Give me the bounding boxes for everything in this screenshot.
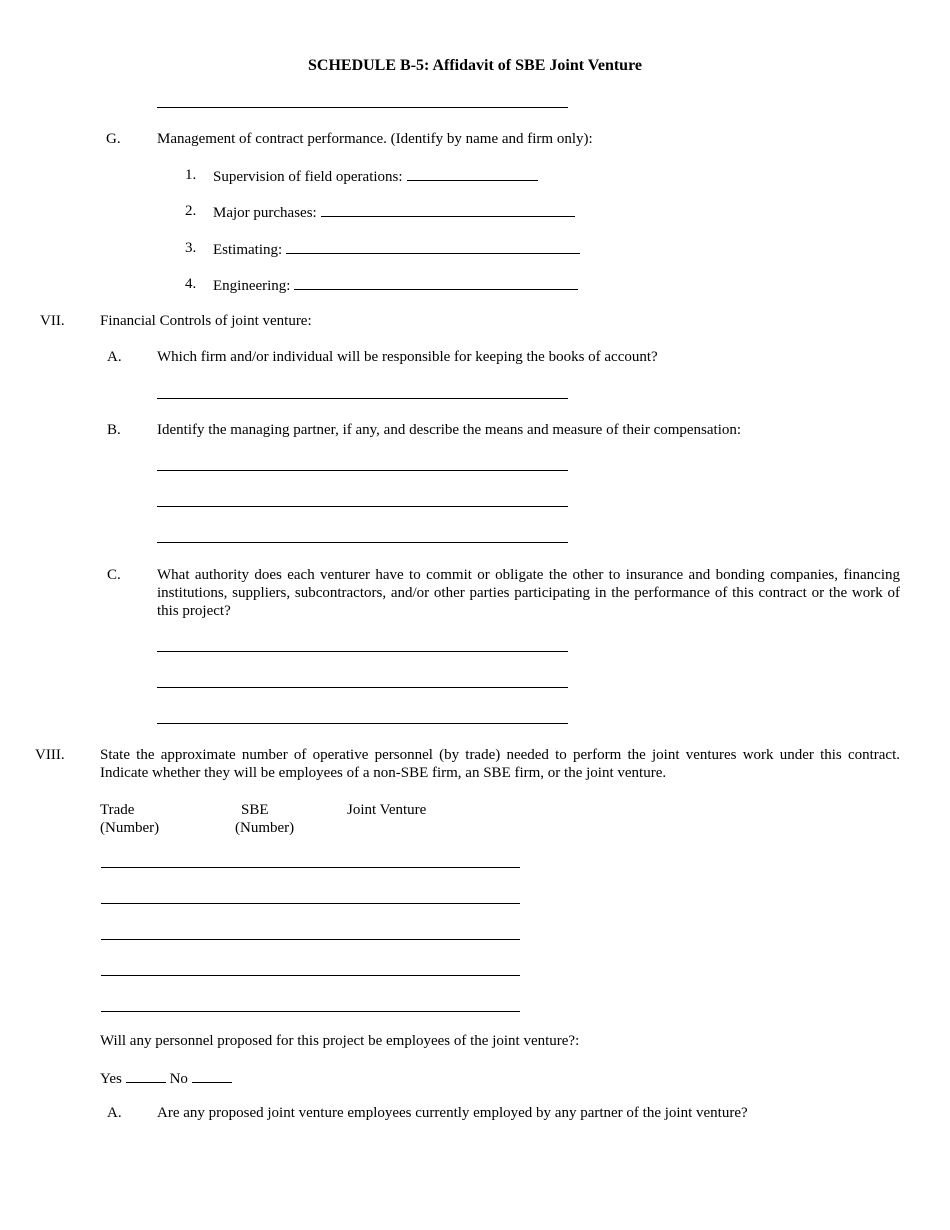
answer-line-compensation-2[interactable]: [157, 506, 568, 507]
estimating-field[interactable]: [286, 239, 580, 254]
item-estimating-label: Estimating:: [213, 242, 283, 258]
item-supervision-num: 1.: [185, 167, 197, 183]
section-vii-a-letter: A.: [107, 349, 122, 365]
section-vii-b-letter: B.: [107, 422, 121, 438]
section-vii-c-letter: C.: [107, 567, 121, 583]
page-title: SCHEDULE B-5: Affidavit of SBE Joint Venture: [308, 57, 642, 74]
no-label: No: [169, 1071, 188, 1087]
section-vii-b-text: Identify the managing partner, if any, and describe the means and measure of their compensation:: [157, 422, 742, 438]
answer-line-authority-3[interactable]: [157, 723, 568, 724]
section-vii-heading: Financial Controls of joint venture:: [100, 313, 312, 329]
header-sbe: SBE: [241, 802, 269, 818]
personnel-line-1[interactable]: [101, 867, 520, 868]
section-viii-text: State the approximate number of operative personnel (by trade) needed to perform the joint ventures work under this contract. Indicate whether they will be employees of a non-SBE firm, an SBE firm, or the joint venture.: [100, 747, 900, 781]
item-engineering-label: Engineering:: [213, 278, 291, 294]
item-purchases-label: Major purchases:: [213, 205, 317, 221]
answer-line-compensation-3[interactable]: [157, 542, 568, 543]
item-engineering-num: 4.: [185, 276, 197, 292]
answer-line-top[interactable]: [157, 107, 568, 108]
engineering-field[interactable]: [294, 275, 578, 290]
section-vii-c-text: What authority does each venturer have to commit or obligate the other to insurance and bonding companies, financing institutions, suppliers, subcontractors, and/or other parties participating in the performance of this contract or the work of this project?: [157, 567, 900, 619]
personnel-line-4[interactable]: [101, 975, 520, 976]
item-estimating-num: 3.: [185, 240, 197, 256]
purchases-field[interactable]: [321, 202, 575, 217]
header-sbe-sub: (Number): [235, 820, 295, 836]
yes-no-row: [100, 1068, 232, 1088]
section-viii-numeral: VIII.: [35, 747, 65, 763]
header-trade: Trade: [100, 802, 135, 818]
item-supervision-label: Supervision of field operations:: [213, 169, 403, 185]
item-purchases: [213, 202, 575, 222]
section-viii-a-letter: A.: [107, 1105, 122, 1121]
yes-label: Yes: [100, 1071, 122, 1087]
answer-line-compensation-1[interactable]: [157, 470, 568, 471]
answer-line-books[interactable]: [157, 398, 568, 399]
answer-line-authority-1[interactable]: [157, 651, 568, 652]
item-purchases-num: 2.: [185, 203, 197, 219]
section-vii-numeral: VII.: [40, 313, 65, 329]
header-trade-sub: (Number): [100, 820, 160, 836]
section-vii-a-text: Which firm and/or individual will be responsible for keeping the books of account?: [157, 349, 658, 365]
item-estimating: [213, 239, 580, 259]
yes-field[interactable]: [126, 1068, 166, 1083]
personnel-line-2[interactable]: [101, 903, 520, 904]
item-supervision: [213, 166, 538, 186]
answer-line-authority-2[interactable]: [157, 687, 568, 688]
header-joint-venture: Joint Venture: [347, 802, 427, 818]
section-g-text: Management of contract performance. (Identify by name and firm only):: [157, 131, 593, 147]
personnel-line-5[interactable]: [101, 1011, 520, 1012]
personnel-question: Will any personnel proposed for this project be employees of the joint venture?:: [100, 1033, 580, 1049]
personnel-line-3[interactable]: [101, 939, 520, 940]
item-engineering: [213, 275, 578, 295]
section-viii-a-text: Are any proposed joint venture employees currently employed by any partner of the joint venture?: [157, 1105, 748, 1121]
section-g-letter: G.: [106, 131, 121, 147]
no-field[interactable]: [192, 1068, 232, 1083]
supervision-field[interactable]: [407, 166, 538, 181]
